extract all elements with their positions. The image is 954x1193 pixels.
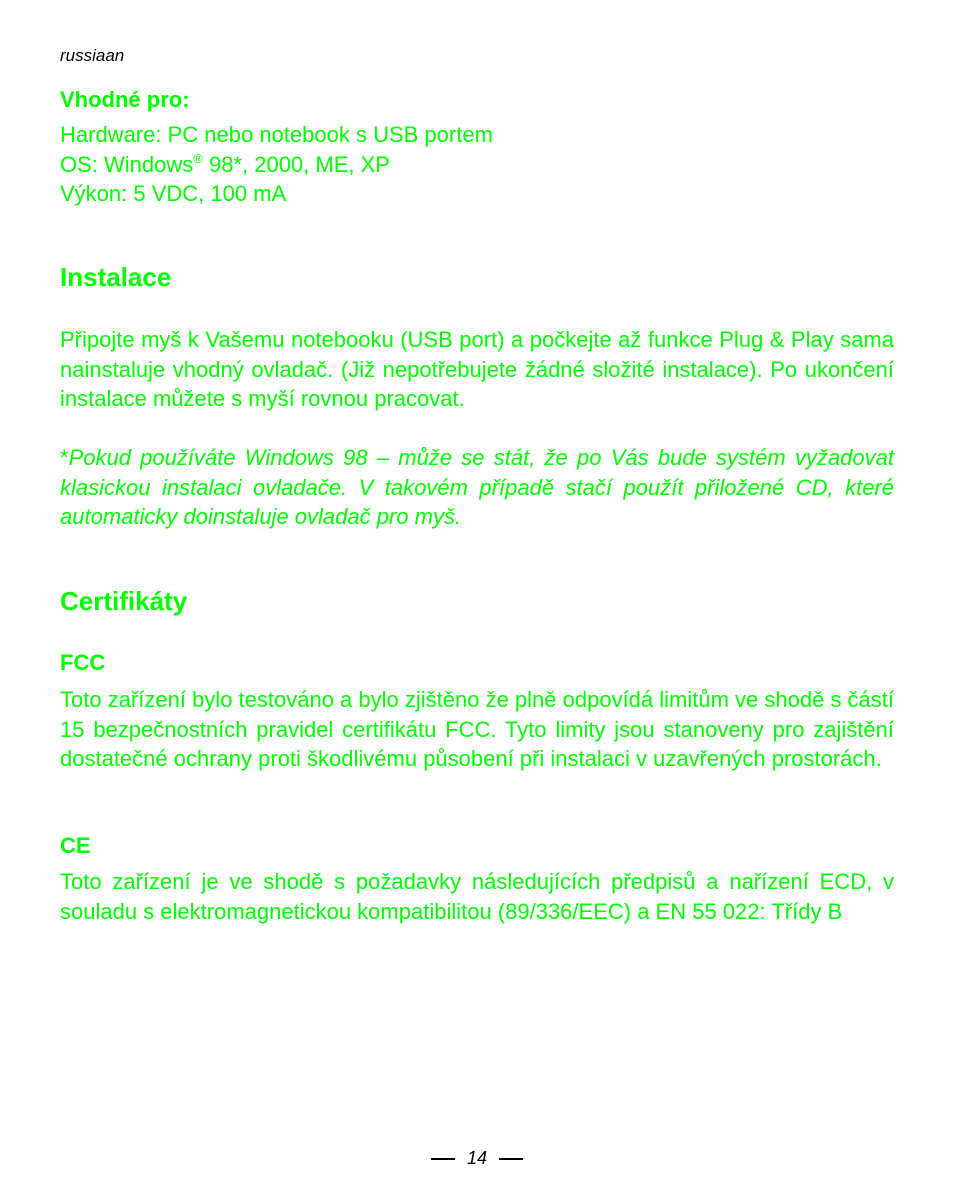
ce-paragraph: Toto zařízení je ve shodě s požadavky následujících předpisů a nařízení ECD, v souladu s elektromagnetickou kompatibilitou (89/336/EEC) a EN 55 022: Třídy B xyxy=(60,869,894,924)
fcc-heading: FCC xyxy=(60,650,106,675)
installation-heading: Instalace xyxy=(60,262,172,292)
requirement-os-prefix: OS: Windows xyxy=(60,151,194,177)
note-text: Pokud používáte Windows 98 – může se stát, že po Vás bude systém vyžadovat klasickou instalaci ovladače. V takovém případě stačí použít přiložené CD, které automaticky doinstaluje ovladač pro myš. xyxy=(60,445,894,529)
document-page xyxy=(60,0,894,1193)
requirement-hardware: Hardware: PC nebo notebook s USB portem xyxy=(60,122,493,147)
page-footer xyxy=(0,1148,954,1169)
requirements-title: Vhodné pro: xyxy=(60,87,190,112)
certificates-heading: Certifikáty xyxy=(60,586,188,616)
note-asterisk: * xyxy=(60,445,69,470)
ce-heading: CE xyxy=(60,833,91,858)
footer-dash-left xyxy=(431,1158,455,1160)
requirement-power: Výkon: 5 VDC, 100 mA xyxy=(60,181,287,206)
language-label: russiaan xyxy=(60,46,125,65)
fcc-paragraph: Toto zařízení bylo testováno a bylo zjištěno že plně odpovídá limitům ve shodě s částí 15 bezpečnostních pravidel certifikátu FCC. Tyto limity jsou stanoveny pro zajištění dostatečné ochrany proti škodlivému působení při instalaci v uzavřených prostorách. xyxy=(60,687,895,771)
installation-note xyxy=(60,443,894,532)
requirements-list xyxy=(60,120,493,209)
registered-mark: ® xyxy=(193,150,203,166)
requirement-os xyxy=(60,150,493,180)
footer-dash-right xyxy=(499,1158,523,1160)
installation-paragraph: Připojte myš k Vašemu notebooku (USB port) a počkejte až funkce Plug & Play sama nainstaluje vhodný ovladač. (Již nepotřebujete žádné složité instalace). Po ukončení instalace můžete s myší rovnou pracovat. xyxy=(60,327,894,411)
requirement-os-suffix: 98*, 2000, ME, XP xyxy=(202,151,390,177)
page-number: 14 xyxy=(466,1148,488,1168)
